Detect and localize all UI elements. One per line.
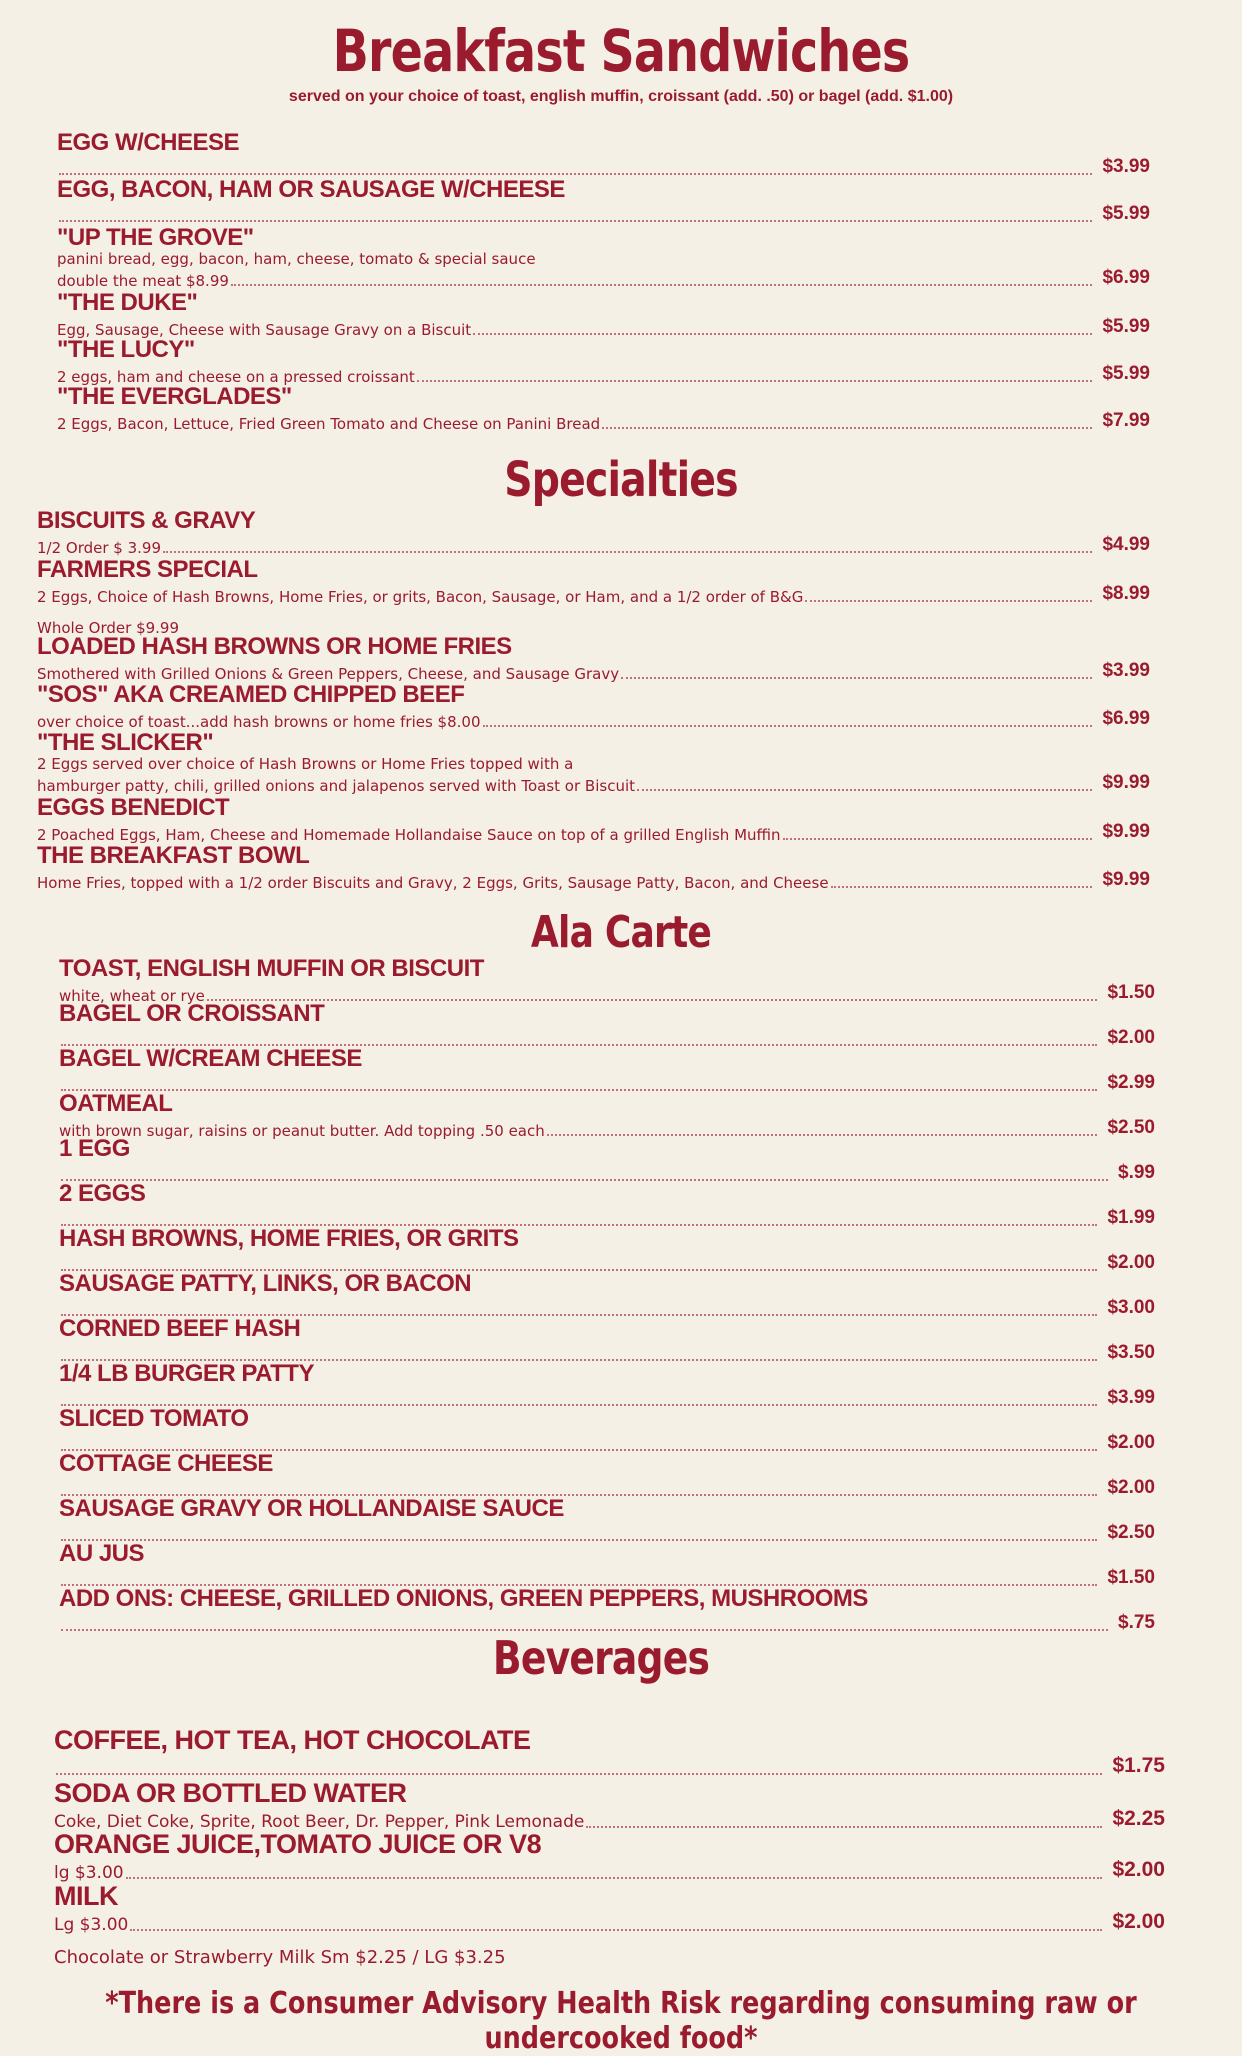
menu-item: [57, 384, 1150, 432]
leader-dots: [621, 676, 1092, 679]
leader-dots: [130, 1928, 1102, 1931]
item-name: AU JUS: [59, 1540, 145, 1567]
item-name: "THE DUKE": [57, 289, 198, 316]
menu-item: [57, 337, 1150, 385]
menu-item: [57, 177, 1150, 225]
item-description: Coke, Diet Coke, Sprite, Root Beer, Dr. Pepper, Pink Lemonade: [54, 1812, 585, 1832]
menu-item: [59, 1316, 1155, 1364]
item-description: 2 Poached Eggs, Ham, Cheese and Homemade Hollandaise Sauce on top of a grilled English Muffin: [37, 826, 781, 844]
item-name: SLICED TOMATO: [59, 1405, 249, 1432]
menu-item: [59, 1181, 1155, 1229]
item-description: 2 Eggs, Bacon, Lettuce, Fried Green Tomato and Cheese on Panini Bread: [57, 415, 601, 433]
leader-dots: [59, 219, 1092, 222]
menu-item: [59, 1046, 1155, 1094]
item-description: Smothered with Grilled Onions & Green Peppers, Cheese, and Sausage Gravy: [37, 665, 620, 683]
menu-item: [37, 730, 1150, 794]
item-description: 1/2 Order $ 3.99: [37, 539, 162, 557]
item-price: $6.99: [1102, 708, 1150, 729]
menu-item: [54, 1779, 1165, 1831]
item-description: 2 Eggs served over choice of Hash Browns or Home Fries topped with a: [37, 755, 574, 773]
item-price: $1.99: [1107, 1207, 1155, 1228]
item-price: $6.99: [1102, 267, 1150, 288]
item-price: $3.99: [1107, 1387, 1155, 1408]
menu-item: [57, 130, 1150, 178]
item-price: $2.00: [1107, 1252, 1155, 1273]
item-name: "UP THE GROVE": [57, 224, 254, 251]
item-description: with brown sugar, raisins or peanut butter. Add topping .50 each: [59, 1122, 545, 1140]
menu-item: [57, 225, 1150, 289]
item-name: BISCUITS & GRAVY: [37, 507, 256, 534]
item-name: LOADED HASH BROWNS OR HOME FRIES: [37, 633, 512, 660]
menu-item: [59, 1361, 1155, 1409]
item-description: Egg, Sausage, Cheese with Sausage Gravy on a Biscuit: [57, 321, 472, 339]
beverages-title: Beverages: [492, 1631, 710, 1685]
menu-item: [37, 795, 1150, 843]
item-name: MILK: [54, 1881, 118, 1911]
item-name: CORNED BEEF HASH: [59, 1315, 301, 1342]
item-name: ADD ONS: CHEESE, GRILLED ONIONS, GREEN PEPPERS, MUSHROOMS: [59, 1585, 868, 1612]
item-price: $3.99: [1102, 660, 1150, 681]
item-name: COFFEE, HOT TEA, HOT CHOCOLATE: [54, 1725, 531, 1755]
item-description: Home Fries, topped with a 1/2 order Biscuits and Gravy, 2 Eggs, Grits, Sausage Patty, Bacon, and Cheese: [37, 874, 829, 892]
breakfast-title: Breakfast Sandwiches: [332, 17, 910, 85]
item-name: ORANGE JUICE,TOMATO JUICE OR V8: [54, 1829, 542, 1859]
leader-dots: [637, 788, 1092, 791]
leader-dots: [417, 379, 1093, 382]
item-name: HASH BROWNS, HOME FRIES, OR GRITS: [59, 1225, 519, 1252]
menu-item: [37, 557, 1150, 605]
item-name: COTTAGE CHEESE: [59, 1450, 273, 1477]
item-price: $2.00: [1107, 1432, 1155, 1453]
menu-item: [59, 1406, 1155, 1454]
menu-item: [59, 1586, 1155, 1634]
menu-item: [54, 1830, 1165, 1882]
item-description: panini bread, egg, bacon, ham, cheese, tomato & special sauce: [57, 250, 536, 268]
item-price: $5.99: [1102, 203, 1150, 224]
menu-item: [59, 1001, 1155, 1049]
item-name: BAGEL OR CROISSANT: [59, 1000, 325, 1027]
consumer-advisory: *There is a Consumer Advisory Health Risk regarding consuming raw or undercooked food*: [105, 1986, 1137, 2056]
milk-note: Chocolate or Strawberry Milk Sm $2.25 / LG $3.25: [54, 1947, 506, 1968]
menu-item: [37, 508, 1150, 556]
item-price: $2.99: [1107, 1072, 1155, 1093]
alacarte-section: [0, 906, 1242, 960]
menu-item: [59, 1271, 1155, 1319]
menu-item: [59, 1091, 1155, 1139]
item-name: "THE EVERGLADES": [57, 383, 292, 410]
item-price: $5.99: [1102, 316, 1150, 337]
menu-item: [54, 1882, 1165, 1934]
item-price: $2.50: [1107, 1117, 1155, 1138]
leader-dots: [126, 1876, 1103, 1879]
item-name: 1/4 LB BURGER PATTY: [59, 1360, 314, 1387]
item-name: FARMERS SPECIAL: [37, 556, 258, 583]
item-description: 2 Eggs, Choice of Hash Browns, Home Fries, or grits, Bacon, Sausage, or Ham, and a 1/2 order of B&G: [37, 588, 804, 606]
leader-dots: [59, 172, 1092, 175]
item-price: $2.25: [1112, 1807, 1165, 1830]
item-name: 1 EGG: [59, 1135, 130, 1162]
leader-dots: [602, 426, 1092, 429]
item-price: $9.99: [1102, 772, 1150, 793]
item-price: $.99: [1118, 1162, 1155, 1183]
item-price: $5.99: [1102, 363, 1150, 384]
item-price: $2.00: [1112, 1858, 1165, 1881]
menu-item: [59, 1541, 1155, 1589]
leader-dots: [805, 599, 1092, 602]
item-name: SAUSAGE PATTY, LINKS, OR BACON: [59, 1270, 472, 1297]
menu-item: [59, 1451, 1155, 1499]
menu-item: [59, 1136, 1155, 1184]
item-name: THE BREAKFAST BOWL: [37, 842, 310, 869]
item-name: EGGS BENEDICT: [37, 794, 230, 821]
breakfast-section: [0, 18, 1242, 106]
item-description: Lg $3.00: [54, 1915, 129, 1935]
leader-dots: [56, 1772, 1102, 1775]
item-name: EGG, BACON, HAM OR SAUSAGE W/CHEESE: [57, 176, 565, 203]
breakfast-subtitle: served on your choice of toast, english muffin, croissant (add. .50) or bagel (add. $1.00): [288, 88, 954, 105]
item-name: "THE LUCY": [57, 336, 195, 363]
item-name: "SOS" AKA CREAMED CHIPPED BEEF: [37, 681, 465, 708]
leader-dots: [483, 724, 1093, 727]
item-name: EGG W/CHEESE: [57, 129, 240, 156]
leader-dots: [473, 332, 1092, 335]
menu-item: [37, 843, 1150, 891]
item-price: $1.50: [1107, 982, 1155, 1003]
leader-dots: [783, 837, 1093, 840]
menu-item: [59, 1496, 1155, 1544]
item-price: $2.00: [1107, 1027, 1155, 1048]
item-price: $1.75: [1112, 1754, 1165, 1777]
item-description: hamburger patty, chili, grilled onions and jalapenos served with Toast or Biscuit: [37, 777, 635, 795]
item-name: OATMEAL: [59, 1090, 173, 1117]
item-name: 2 EGGS: [59, 1180, 146, 1207]
item-price: $8.99: [1102, 583, 1150, 604]
item-price: $2.00: [1107, 1477, 1155, 1498]
item-description: lg $3.00: [54, 1863, 124, 1883]
item-price: $9.99: [1102, 821, 1150, 842]
item-price: $9.99: [1102, 869, 1150, 890]
item-price: $1.50: [1107, 1567, 1155, 1588]
item-price: $.75: [1118, 1612, 1155, 1633]
menu-item: [57, 290, 1150, 338]
item-name: TOAST, ENGLISH MUFFIN OR BISCUIT: [59, 955, 484, 982]
item-price: $7.99: [1102, 410, 1150, 431]
item-price: $3.00: [1107, 1297, 1155, 1318]
menu-item: [37, 634, 1150, 682]
item-description: 2 eggs, ham and cheese on a pressed croissant: [57, 368, 415, 386]
menu-item: [54, 1726, 1165, 1778]
whole-order-note: Whole Order $9.99: [37, 619, 180, 637]
menu-item: [37, 682, 1150, 730]
specialties-section: [0, 452, 1242, 508]
alacarte-title: Ala Carte: [530, 907, 712, 958]
menu-item: [59, 1226, 1155, 1274]
leader-dots: [831, 885, 1093, 888]
item-description: over choice of toast...add hash browns or home fries $8.00: [37, 713, 481, 731]
item-price: $3.50: [1107, 1342, 1155, 1363]
item-name: "THE SLICKER": [37, 729, 214, 756]
item-price: $2.00: [1112, 1910, 1165, 1933]
specialties-title: Specialties: [504, 452, 738, 508]
item-price: $3.99: [1102, 156, 1150, 177]
beverages-section: [0, 1630, 1222, 1686]
leader-dots: [231, 283, 1093, 286]
item-price: $4.99: [1102, 534, 1150, 555]
item-name: BAGEL W/CREAM CHEESE: [59, 1045, 362, 1072]
item-name: SODA OR BOTTLED WATER: [54, 1778, 407, 1808]
leader-dots: [586, 1825, 1102, 1828]
leader-dots: [163, 550, 1092, 553]
item-name: SAUSAGE GRAVY OR HOLLANDAISE SAUCE: [59, 1495, 564, 1522]
item-description: white, wheat or rye: [59, 987, 205, 1005]
item-description: double the meat $8.99: [57, 272, 229, 290]
menu-item: [59, 956, 1155, 1004]
item-price: $2.50: [1107, 1522, 1155, 1543]
